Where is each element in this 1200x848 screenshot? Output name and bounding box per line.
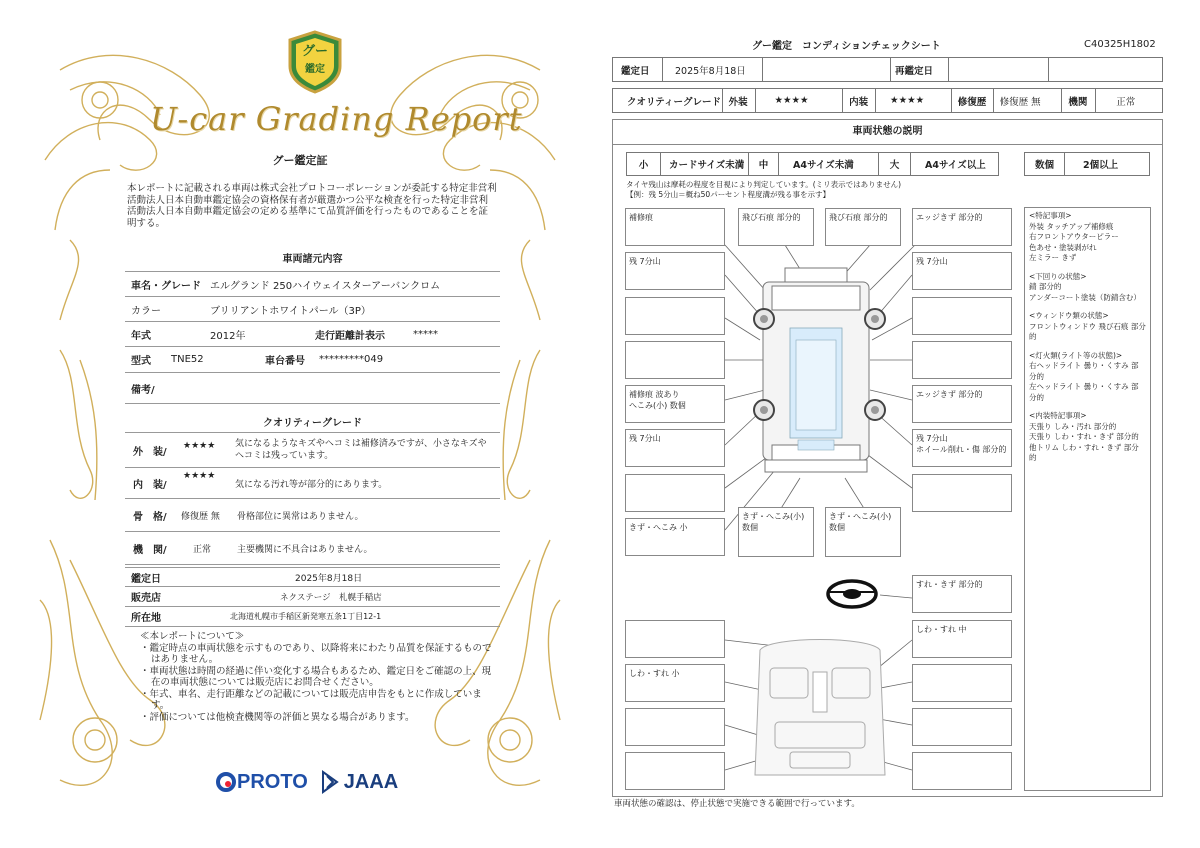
shop-row	[125, 587, 500, 607]
repair-value: 修復歴 無	[994, 89, 1063, 112]
grade-int-stars: ★★★★	[876, 89, 952, 112]
quality-row-engine	[125, 532, 500, 565]
condition-box-empty	[912, 341, 1012, 379]
badge-top-text: グー	[301, 44, 328, 59]
proto-mark-icon	[215, 771, 237, 793]
quality-row-exterior	[125, 432, 500, 468]
sheet-code: C40325H1802	[1084, 39, 1156, 50]
spec-color-value: ブリリアントホワイトパール（3P）	[210, 305, 371, 317]
note-item: ・鑑定時点の車両状態を示すものであり、以降将来にわたり品質を保証するものではありません。	[140, 642, 492, 665]
proto-logo-text: PROTO	[237, 770, 308, 793]
reexam-label: 再鑑定日	[891, 58, 949, 81]
special-group-title: <内装特記事項>	[1029, 411, 1087, 420]
quality-ext-stars: ★★★★	[183, 441, 216, 451]
appraisal-date-row	[125, 567, 500, 587]
special-line: フロントウィンドウ 飛び石痕 部分的	[1029, 321, 1146, 341]
condition-box-tire-front-left: 残 7分山	[625, 252, 725, 290]
note-item: ・車両状態は時間の経過に伴い変化する場合もあるため、鑑定日をご確認の上、現在の車両状態については販売店にお問合せください。	[140, 665, 492, 688]
condition-box-tire-front-right: 残 7分山	[912, 252, 1012, 290]
condition-box-front-bumper-left: 飛び石痕 部分的	[738, 208, 814, 246]
shop-value: ネクステージ 札幌手稲店	[280, 592, 382, 603]
condition-box-front-seat-left: しわ・すれ 小	[625, 664, 725, 702]
quality-engine-label: 機 関/	[133, 544, 167, 556]
address-value: 北海道札幌市手稲区新発寒五条1丁目12-1	[230, 612, 382, 621]
quality-ext-label: 外 装/	[133, 446, 167, 458]
special-group-lights	[1029, 351, 1146, 404]
condition-box-empty	[912, 297, 1012, 335]
report-notes	[140, 631, 495, 723]
legend-small: 小	[627, 153, 661, 175]
special-group-interior	[1029, 411, 1146, 464]
certificate-text: 本レポートに記載される車両は株式会社プロトコーポレーションが委託する特定非営利活動法人日本自動車鑑定協会の資格保有者が厳選かつ公平な検査を行った特定非営利活動法人日本自動車鑑定協会の定める基準にて品質評価を行ったものであることを証明する。	[127, 183, 497, 229]
condition-box-empty	[912, 664, 1012, 702]
grade-ext-stars: ★★★★	[756, 89, 843, 112]
legend-count: 数個	[1025, 153, 1065, 175]
quality-int-stars: ★★★★	[183, 471, 216, 481]
appraisal-date-value: 2025年8月18日	[295, 573, 363, 584]
grade-label: クオリティーグレード	[613, 89, 723, 112]
appraisal-date-label: 鑑定日	[131, 573, 161, 585]
spec-row-remarks	[125, 373, 500, 404]
quality-frame-text: 骨格部位に異常はありません。	[237, 511, 364, 522]
special-line: アンダーコート塗装（防錆含む）	[1029, 292, 1141, 302]
quality-section-title: クオリティーグレード	[263, 418, 362, 429]
special-group-title: <ウィンドウ類の状態>	[1029, 311, 1109, 320]
note-item: ・評価については他検査機関等の評価と異なる場合があります。	[140, 711, 415, 723]
tire-note-1: タイヤ残山は摩耗の程度を目視により判定しています。(ミリ表示ではありません)	[626, 180, 902, 189]
quality-row-frame	[125, 499, 500, 532]
special-line: 右フロントアウターピラー	[1029, 232, 1119, 241]
quality-engine-value: 正常	[193, 544, 212, 555]
spec-model-value: TNE52	[171, 354, 204, 365]
special-group-remarks	[1029, 211, 1146, 264]
legend-small-desc: カードサイズ未満	[661, 153, 749, 175]
date-value: 2025年8月18日	[663, 58, 763, 81]
special-group-title: <下回りの状態>	[1029, 271, 1087, 281]
jaaa-mark-icon	[320, 770, 340, 794]
goo-appraisal-badge-icon	[286, 30, 344, 94]
spec-mileage-label: 走行距離計表示	[315, 330, 385, 342]
special-notes-panel	[1024, 207, 1151, 791]
quality-engine-text: 主要機関に不具合はありません。	[237, 544, 373, 555]
address-row	[125, 607, 500, 627]
condition-box-front-bumper-right: 飛び石痕 部分的	[825, 208, 901, 246]
quality-frame-value: 修復歴 無	[181, 511, 220, 522]
quality-int-text: 気になる汚れ等が部分的にあります。	[235, 479, 388, 490]
special-line: 左ミラー きず	[1029, 253, 1077, 262]
spec-remarks-label: 備考/	[131, 384, 155, 396]
spec-year-label: 年式	[131, 330, 151, 342]
footer-logos	[215, 770, 398, 794]
condition-box-empty	[625, 474, 725, 512]
special-group-underbody	[1029, 272, 1146, 304]
address-label: 所在地	[131, 613, 161, 624]
engine-label: 機関	[1062, 89, 1096, 112]
condition-box-empty	[625, 752, 725, 790]
count-legend-table	[1024, 152, 1150, 176]
shop-label: 販売店	[131, 593, 161, 604]
legend-mid: 中	[749, 153, 779, 175]
condition-box-front-right: エッジきず 部分的	[912, 208, 1012, 246]
legend-large-desc: A4サイズ以上	[925, 160, 986, 171]
repair-label: 修復歴	[952, 89, 994, 112]
special-group-windows	[1029, 311, 1146, 343]
grade-int-label: 内装	[843, 89, 876, 112]
condition-box-empty	[912, 474, 1012, 512]
reexam-empty-cell	[1049, 58, 1162, 81]
condition-box-rear-door-right: エッジきず 部分的	[912, 385, 1012, 423]
spec-color-label: カラー	[131, 305, 161, 317]
grade-ext-label: 外装	[723, 89, 757, 112]
condition-box-empty	[625, 620, 725, 658]
spec-chassis-label: 車台番号	[265, 356, 305, 367]
condition-box-empty	[625, 341, 725, 379]
legend-large: 大	[879, 153, 911, 175]
spec-row-year	[125, 322, 500, 347]
steering-wheel-icon	[828, 581, 876, 607]
condition-box-front-left: 補修痕	[625, 208, 725, 246]
special-group-title: <灯火類(ライト等の状態)>	[1029, 350, 1123, 360]
condition-box-front-seat-right: しわ・すれ 中	[912, 620, 1012, 658]
special-line: 色あせ・塗装剥がれ	[1029, 242, 1097, 252]
spec-name-value: エルグランド 250ハイウェイスターアーバンクロム	[210, 280, 441, 292]
report-script-title: U-car Grading Report	[150, 100, 523, 138]
special-line: 他トリム しわ・すれ・きず 部分的	[1029, 442, 1139, 462]
condition-box-steering: すれ・きず 部分的	[912, 575, 1012, 613]
date-label: 鑑定日	[613, 58, 663, 81]
special-line: 天張り しみ・汚れ 部分的	[1029, 421, 1117, 431]
legend-count-desc: 2個以上	[1083, 160, 1119, 171]
special-line: 天張り しわ・すれ・きず 部分的	[1029, 432, 1139, 441]
spec-name-label: 車名・グレード	[131, 280, 201, 292]
engine-value: 正常	[1116, 96, 1136, 108]
special-line: 右ヘッドライト 曇り・くすみ 部分的	[1029, 361, 1139, 381]
vehicle-state-title: 車両状態の説明	[612, 119, 1163, 145]
jaaa-logo	[320, 770, 398, 794]
condition-box-empty	[912, 752, 1012, 790]
sheet-title: グー鑑定 コンディションチェックシート	[752, 41, 941, 52]
proto-logo	[215, 771, 308, 794]
condition-box-rear-bumper-right: きず・へこみ(小) 数個	[825, 507, 901, 557]
spec-chassis-value: *********049	[319, 354, 384, 365]
notes-title: ≪本レポートについて≫	[140, 631, 245, 642]
badge-bottom-text: 鑑定	[305, 64, 325, 75]
spec-year-value: 2012年	[210, 330, 246, 342]
condition-box-empty	[912, 708, 1012, 746]
spec-mileage-value: *****	[413, 328, 438, 340]
specs-section-title: 車両諸元内容	[282, 254, 343, 265]
spec-row-color	[125, 297, 500, 322]
sheet-footer-note: 車両状態の確認は、停止状態で実施できる範囲で行っています。	[614, 799, 860, 809]
condition-box-rear-door-left: 補修痕 波あり へこみ(小) 数個	[625, 385, 725, 423]
certificate-title: グー鑑定証	[272, 154, 328, 167]
condition-box-rear-bumper-left: きず・へこみ(小) 数個	[738, 507, 814, 557]
condition-box-tire-rear-right: 残 7分山 ホイール削れ・傷 部分的	[912, 429, 1012, 467]
note-item: ・年式、車名、走行距離などの記載については販売店申告をもとに作成しています。	[140, 688, 482, 711]
special-line: 錆 部分的	[1029, 282, 1062, 291]
condition-box-tire-rear-left: 残 7分山	[625, 429, 725, 467]
legend-mid-desc: A4サイズ未満	[779, 153, 879, 175]
special-group-title: <特記事項>	[1029, 211, 1072, 220]
spec-row-name	[125, 271, 500, 297]
quality-row-interior	[125, 468, 500, 499]
condition-box-rear-left: きず・へこみ 小	[625, 518, 725, 556]
quality-int-label: 内 装/	[133, 479, 167, 491]
condition-box-empty	[625, 297, 725, 335]
special-line: 外装 タッチアップ補修痕	[1029, 221, 1114, 231]
jaaa-logo-text: JAAA	[343, 770, 399, 793]
quality-frame-label: 骨 格/	[133, 511, 167, 523]
tire-note-2: 【例：残 5分山＝概ね50パーセント程度溝が残る事を示す】	[626, 190, 831, 199]
spec-model-label: 型式	[131, 356, 151, 367]
condition-box-empty	[625, 708, 725, 746]
special-line: 左ヘッドライト 曇り・くすみ 部分的	[1029, 382, 1139, 402]
quality-ext-text: 気になるようなキズやヘコミは補修済みですが、小さなキズやヘコミは残っています。	[235, 439, 487, 461]
spec-row-model	[125, 347, 500, 373]
